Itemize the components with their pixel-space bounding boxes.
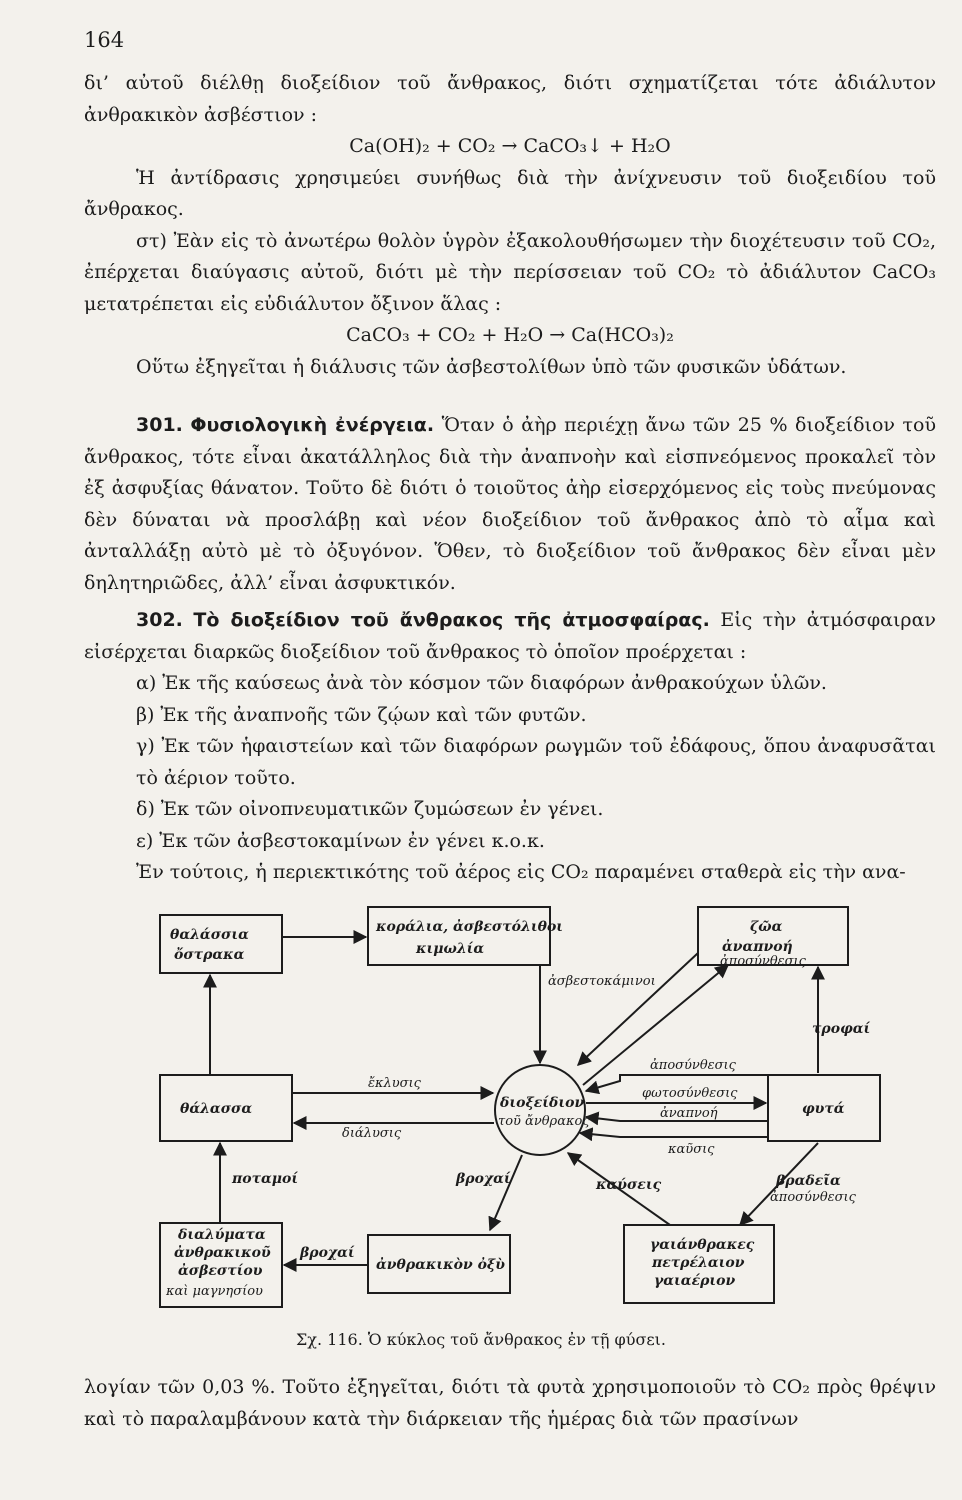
- arrow-animals-to-co2: [578, 953, 698, 1065]
- label-rain-to-acid: βροχαί: [456, 1171, 511, 1187]
- label-box-corals-line1: κοράλια, ἀσβεστόλιθοι: [376, 919, 564, 935]
- list-item-d: δ) Ἐκ τῶν οἰνοπνευματικῶν ζυμώσεων ἐν γένει.: [136, 798, 604, 820]
- paragraph-excess-co2: στ) Ἐὰν εἰς τὸ ἀνωτέρω θολὸν ὑγρὸν ἐξακολουθήσωμεν τὴν διοχέτευσιν τοῦ CO₂, ἐπέρχεται διαύγασις αὐτοῦ, διότι μὲ τὴν περίσσειαν τοῦ CO₂ τὸ ἀδιάλυτον CaCO₃ μετατρέπεται εἰς εὐδιάλυτον ὄξινον ἅλας :: [84, 229, 936, 315]
- page-number: 164: [84, 28, 125, 52]
- section-301-text: Ὅταν ὁ ἀὴρ περιέχῃ ἄνω τῶν 25 % διοξείδιον τοῦ ἄνθρακος, τότε εἶναι ἀκατάλληλος διὰ τὴν ἀναπνοὴν καὶ εἰσπνεόμενος προκαλεῖ τὸν ἐξ ἀσφυξίας θάνατον. Τοῦτο δὲ διότι ὁ τοιοῦτος ἀὴρ εἰσερχόμενος εἰς τοὺς πνεύμονας δὲν δύναται νὰ προσλάβῃ καὶ νέον διοξείδιον τοῦ ἄνθρακος ἀπὸ τὸ αἷμα καὶ ἀνταλλάξῃ αὐτὸ μὲ τὸ ὀξυγόνον. Ὅθεν, τὸ διοξείδιον τοῦ ἄνθρακος δὲν εἶναι μὲν δηλητηριῶδες, ἀλλ’ εἶναι ἀσφυκτικόν.: [84, 414, 936, 594]
- list-item-b: β) Ἐκ τῆς ἀναπνοῆς τῶν ζῴων καὶ τῶν φυτῶν.: [136, 703, 587, 726]
- carbon-cycle-diagram: [150, 885, 890, 1325]
- label-center-line1: διοξείδιον: [500, 1095, 585, 1111]
- paragraph-detection: Ἡ ἀντίδρασις χρησιμεύει συνήθως διὰ τὴν ἀνίχνευσιν τοῦ διοξειδίου τοῦ ἄνθρακος.: [84, 166, 936, 220]
- paragraph-atmosphere-constant: Ἐν τούτοις, ἡ περιεκτικότης τοῦ ἀέρος εἰς CO₂ παραμένει σταθερὰ εἰς τὴν ανα-: [136, 861, 906, 883]
- text-block-top: [84, 68, 936, 383]
- list-item-a: α) Ἐκ τῆς καύσεως ἀνὰ τὸν κόσμον τῶν διαφόρων ἀνθρακούχων ὑλῶν.: [136, 672, 827, 694]
- section-301-title: Φυσιολογικὴ ἐνέργεια.: [190, 414, 435, 436]
- label-box-carbonic-acid: ἀνθρακικὸν ὀξὺ: [376, 1257, 505, 1273]
- section-301-number: 301.: [136, 414, 183, 436]
- label-dissolution: διάλυσις: [342, 1126, 402, 1141]
- label-box-solutions-line4: καὶ μαγνησίου: [166, 1284, 263, 1299]
- label-box-solutions-line3: ἀσβεστίου: [178, 1263, 263, 1279]
- label-box-solutions-line2: ἀνθρακικοῦ: [174, 1245, 271, 1261]
- label-rain-to-solutions: βροχαί: [300, 1245, 355, 1261]
- label-decomposition: ἀποσύνθεσις: [650, 1058, 736, 1073]
- arrow-rain-to-acid: [490, 1155, 522, 1230]
- figure-caption: Σχ. 116. Ὁ κύκλος τοῦ ἄνθρακος ἐν τῇ φύσει.: [295, 1330, 667, 1349]
- label-slow-decay-line1: βραδεῖα: [776, 1173, 841, 1189]
- label-box-marine-line2: ὄστρακα: [174, 947, 245, 963]
- arrow-burning: [580, 1133, 768, 1137]
- label-respiration-line1: ἀναπνοή: [722, 939, 793, 955]
- label-photosynthesis: φωτοσύνθεσις: [642, 1086, 738, 1101]
- label-box-coal-line1: γαιάνθρακες: [650, 1237, 755, 1253]
- label-center-line2: τοῦ ἄνθρακος: [498, 1114, 590, 1129]
- label-box-marine-line1: θαλάσσια: [170, 927, 249, 943]
- label-box-sea: θάλασσα: [180, 1101, 253, 1117]
- paragraph-caco3-precipitation: δι’ αὐτοῦ διέλθῃ διοξείδιον τοῦ ἄνθρακος, διότι σχηματίζεται τότε ἀδιάλυτον ἀνθρακικὸν ἀσβέστιον :: [84, 72, 936, 126]
- label-box-plants: φυτά: [802, 1101, 845, 1117]
- box-marine-shells: [160, 915, 282, 973]
- section-302-title: Τὸ διοξείδιον τοῦ ἄνθρακος τῆς ἀτμοσφαίρας.: [193, 609, 710, 631]
- section-302-number: 302.: [136, 609, 183, 631]
- list-item-e: ε) Ἐκ τῶν ἀσβεστοκαμίνων ἐν γένει κ.ο.κ.: [136, 829, 545, 852]
- paragraph-limestone-dissolution: Οὕτω ἐξηγεῖται ἡ διάλυσις τῶν ἀσβεστολίθων ὑπὸ τῶν φυσικῶν ὑδάτων.: [136, 355, 847, 378]
- label-release: ἔκλυσις: [368, 1076, 421, 1091]
- label-burning: καῦσις: [668, 1142, 715, 1157]
- label-box-solutions-line1: διαλύματα: [178, 1227, 266, 1243]
- label-box-corals-line2: κιμωλία: [416, 941, 485, 957]
- equation-bicarbonate: CaCO₃ + CO₂ + H₂O → Ca(HCO₃)₂: [346, 324, 674, 346]
- label-food: τροφαί: [812, 1021, 871, 1037]
- label-rivers: ποταμοί: [232, 1171, 299, 1187]
- section-302: [84, 605, 936, 668]
- label-box-animals: ζῶα: [750, 919, 783, 935]
- label-respiration-line2: ἀποσύνθεσις: [720, 954, 806, 969]
- paragraph-plants-use-co2: λογίαν τῶν 0,03 %. Τοῦτο ἐξηγεῖται, διότι τὰ φυτὰ χρησιμοποιοῦν τὸ CO₂ πρὸς θρέψιν καὶ τὸ παραλαμβάνουν κατὰ τὴν διάρκειαν τῆς ἡμέρας διὰ τῶν πρασίνων: [84, 1376, 936, 1430]
- section-301: [84, 410, 936, 599]
- carbon-cycle-svg: [150, 885, 890, 1325]
- label-combustion: καύσεις: [596, 1177, 662, 1193]
- label-limestone-kilns: ἀσβεστοκάμινοι: [548, 974, 656, 989]
- equation-calcium-hydroxide: Ca(OH)₂ + CO₂ → CaCO₃↓ + H₂O: [349, 135, 671, 157]
- label-box-coal-line2: πετρέλαιον: [652, 1255, 745, 1271]
- section-302-text: Εἰς τὴν ἀτμόσφαιραν εἰσέρχεται διαρκῶς διοξείδιον τοῦ ἄνθρακος τὸ ὁποῖον προέρχεται :: [84, 609, 936, 663]
- text-block-bottom: [84, 1372, 936, 1435]
- label-box-coal-line3: γαιαέριον: [654, 1273, 736, 1289]
- list-item-c: γ) Ἐκ τῶν ἡφαιστείων καὶ τῶν διαφόρων ρωγμῶν τοῦ ἐδάφους, ὅπου ἀναφυσᾶται τὸ ἀέριον τοῦτο.: [136, 735, 936, 789]
- label-respiration: ἀναπνοή: [660, 1106, 718, 1121]
- text-block-sections: [84, 410, 936, 889]
- label-slow-decay-line2: ἀποσύνθεσις: [770, 1190, 856, 1205]
